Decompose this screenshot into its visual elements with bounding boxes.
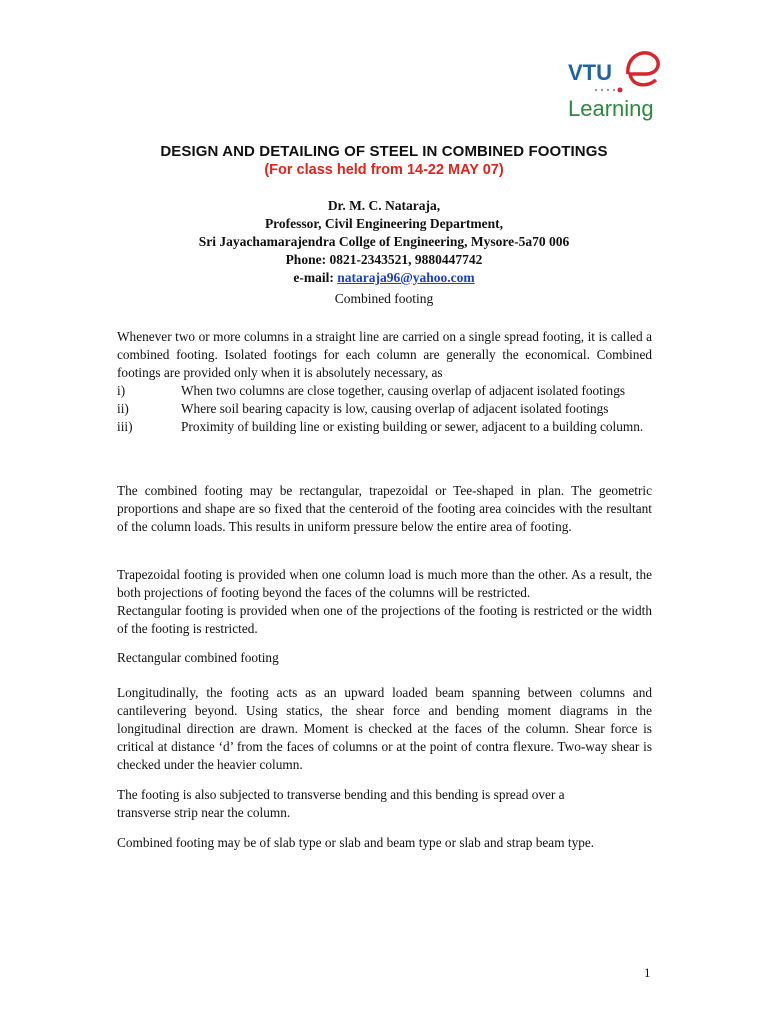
section-heading-rectangular: Rectangular combined footing [117, 650, 279, 665]
document-subtitle: (For class held from 14-22 MAY 07) [264, 162, 504, 178]
page-number: 1 [644, 965, 651, 980]
list-number: ii) [117, 401, 129, 416]
paragraph-text: Trapezoidal footing is provided when one column load is much more than the other. As a result, the both projections of footing beyond the faces of the columns will be restricted. [117, 567, 652, 600]
paragraph-text: Combined footing may be of slab type or slab and beam type or slab and strap beam type. [117, 835, 595, 850]
list-item [117, 418, 652, 436]
vtu-elearning-logo [566, 40, 666, 122]
author-institution: Sri Jayachamarajendra Collge of Engineering, Mysore-5a70 006 [198, 234, 570, 249]
logo-e-mark-icon [628, 53, 658, 85]
list-item [117, 400, 652, 418]
email-label: e-mail: [293, 270, 338, 285]
conditions-list [117, 382, 652, 436]
list-text: Where soil bearing capacity is low, causing overlap of adjacent isolated footings [181, 401, 609, 416]
author-name: Dr. M. C. Nataraja, [327, 198, 441, 213]
author-phone: Phone: 0821-2343521, 9880447742 [285, 252, 483, 267]
list-number: iii) [117, 419, 133, 434]
paragraph-text: The footing is also subjected to transverse bending and this bending is spread over a transverse strip near the column. [117, 787, 565, 820]
author-position: Professor, Civil Engineering Department, [264, 216, 504, 231]
logo-dots-icon [595, 89, 615, 91]
email-link[interactable]: nataraja96@yahoo.com [337, 270, 475, 285]
logo-learning-text: Learning [568, 96, 654, 121]
list-text: When two columns are close together, causing overlap of adjacent isolated footings [181, 383, 626, 398]
document-title: DESIGN AND DETAILING OF STEEL IN COMBINED FOOTINGS [160, 143, 608, 160]
list-text: Proximity of building line or existing building or sewer, adjacent to a building column. [181, 419, 644, 434]
paragraph-text: The combined footing may be rectangular, trapezoidal or Tee-shaped in plan. The geometric proportions and shape are so fixed that the centeroid of the footing area coincides with the resultant of the column loads. This results in uniform pressure below the entire area of footing. [117, 483, 652, 534]
paragraph-transverse [117, 786, 597, 822]
paragraph-intro [117, 328, 652, 382]
paragraph-text: Rectangular footing is provided when one of the projections of the footing is restricted or the width of the footing is restricted. [117, 603, 652, 636]
section-heading-combined-footing: Combined footing [334, 291, 434, 306]
paragraph-types [117, 834, 652, 852]
list-item [117, 382, 652, 400]
paragraph-shapes [117, 482, 652, 536]
author-email-line [0, 269, 768, 287]
paragraph-text: Longitudinally, the footing acts as an upward loaded beam spanning between columns and cantilevering beyond. Using statics, the shear force and bending moment diagrams in the longitudinal direction are drawn. Moment is checked at the faces of the column. Shear force is critical at distance ‘d’ from the faces of columns or at the point of contra flexure. Two-way shear is checked under the heavier column. [117, 685, 652, 772]
paragraph-longitudinal [117, 684, 652, 774]
author-block [0, 197, 768, 287]
list-number: i) [117, 383, 126, 398]
paragraph-text: Whenever two or more columns in a straight line are carried on a single spread footing, it is called a combined footing. Isolated footings for each column are generally the economical. Combined footings are provided only when it is absolutely necessary, as [117, 329, 652, 380]
logo-vtu-text: VTU [568, 60, 612, 85]
logo-red-dot-icon [618, 88, 623, 93]
paragraph-trapezoidal [117, 566, 652, 638]
